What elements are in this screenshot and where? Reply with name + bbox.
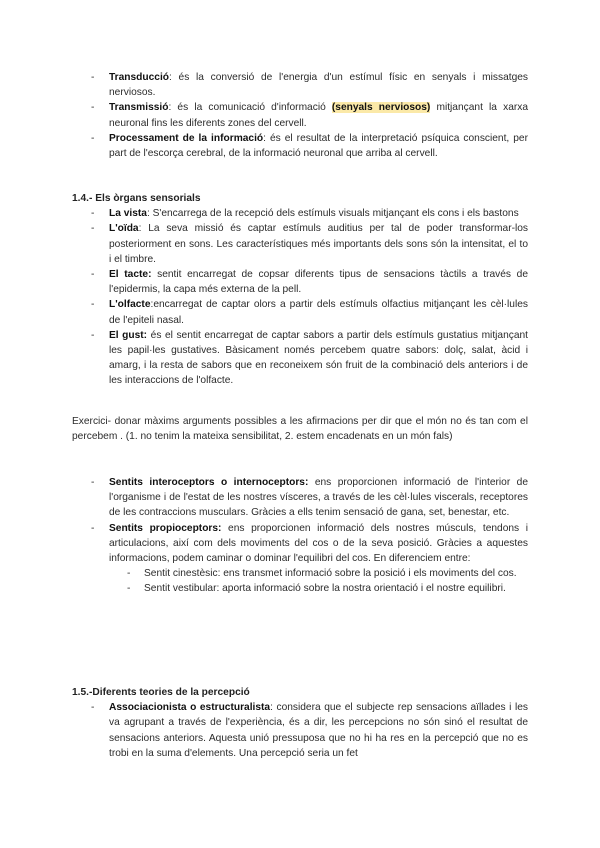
section-heading: 1.4.- Els òrgans sensorials	[72, 193, 201, 204]
exercise	[0, 414, 600, 444]
term: El tacte:	[109, 269, 152, 281]
term: L'olfacte	[109, 299, 151, 311]
bullet-dash: -	[91, 702, 95, 714]
sub-list-item	[0, 566, 600, 581]
list-item	[0, 221, 600, 267]
list-item	[0, 70, 600, 100]
list-item	[0, 700, 600, 761]
list-item	[0, 206, 600, 221]
bullet-dash: -	[127, 568, 131, 580]
definition: ens proporcionen informació dels nostres músculs, tendons i articulacions, així com dels moviments del cos o de la seva posició. Gràcies a aquestes informacions, podem caminar o dominar l'equilibri del cos. En diferenciem entre:	[109, 522, 528, 565]
bullet-dash: -	[91, 132, 95, 144]
term: Sentits propioceptors:	[109, 522, 222, 534]
bullet-dash: -	[91, 208, 95, 220]
section-heading: 1.5.-Diferents teories de la percepció	[72, 687, 250, 698]
list-item	[0, 267, 600, 297]
bullet-dash: -	[91, 72, 95, 83]
term: El gust:	[109, 329, 148, 341]
term: Transmissió	[109, 102, 169, 114]
term: Transducció	[109, 72, 170, 83]
bullet-dash: -	[91, 477, 95, 488]
sub-list-item	[0, 581, 600, 596]
list-item	[0, 328, 600, 389]
section-senses	[0, 475, 600, 597]
bullet-dash: -	[127, 583, 131, 595]
definition: és el sentit encarregat de captar sabors a partir dels estímuls gustatius mitjançant les papil·les gustatives. Bàsicament només percebem quatre sabors: dolç, salat, àcid i amarg, i la resta de sabors que en reconeixem són fruit de la combinació dels anteriors i de les interaccions de l'olfacte.	[109, 329, 528, 387]
term: La vista	[109, 208, 147, 220]
list-item	[0, 131, 600, 161]
exercise-paragraph: Exercici- donar màxims arguments possibles a les afirmacions per dir que el món no és tan com el percebem . (1. no tenim la mateixa sensibilitat, 2. estem encadenats en un món fals)	[72, 416, 528, 443]
bullet-dash: -	[91, 329, 95, 341]
definition: : és la comunicació d'informació	[168, 102, 332, 114]
definition: ens proporcionen informació de l'interior de l'organisme i de l'estat de les nostres vísceres, a través de les cèl·lules viscerals, receptores de les contraccions musculars. Gràcies a ells tenim sensació de gana, set, benestar, etc.	[109, 477, 528, 519]
section-theories	[0, 685, 600, 761]
sub-definition: Sentit cinestèsic: ens transmet informació sobre la posició i els moviments del cos.	[144, 568, 517, 580]
definition: :encarregat de captar olors a partir dels estímuls olfactius mitjançant les cèl·lules de l'epiteli nasal.	[109, 299, 528, 326]
definition: sentit encarregat de copsar diferents tipus de sensacions tàctils a través de l'epidermis, la capa més externa de la pell.	[109, 269, 528, 296]
sub-definition: Sentit vestibular: aporta informació sobre la nostra orientació i el nostre equilibri.	[144, 583, 506, 595]
list-item	[0, 521, 600, 567]
definition: : és el resultat de la interpretació psíquica conscient, per part de l'escorça cerebral, de la informació neuronal que arriba al cervell.	[109, 132, 528, 160]
list-perception-process	[0, 70, 600, 161]
term: Associacionista o estructuralista	[109, 702, 271, 714]
bullet-dash: -	[91, 522, 95, 534]
definition: : és la conversió de l'energia d'un estímul físic en senyals i missatges nerviosos.	[109, 72, 528, 99]
term: Sentits interoceptors o internoceptors:	[109, 477, 309, 488]
list-item	[0, 100, 600, 130]
bullet-dash: -	[91, 223, 95, 235]
highlighted-text: (senyals nerviosos)	[331, 102, 431, 114]
definition: : considera que el subjecte rep sensacions aïllades i les va agrupant a través de l'experiència, és a dir, les percepcions no són sinó el resultat de sensacions anteriors. Aquesta unió pressuposa que no hi ha res en la percepció que no es trobi en la suma d'elements. Una percepció seria un fet	[109, 702, 528, 759]
bullet-dash: -	[91, 299, 95, 311]
section-organs	[0, 191, 600, 389]
term: Processament de la informació	[109, 132, 264, 144]
list-item	[0, 475, 600, 521]
definition-continued: mitjançant la xarxa neuronal fins les diferents zones del cervell.	[109, 102, 529, 129]
definition: : S'encarrega de la recepció dels estímuls visuals mitjançant els cons i els bastons	[146, 208, 519, 220]
bullet-dash: -	[91, 269, 95, 281]
list-item	[0, 297, 600, 327]
term: L'oïda	[109, 223, 139, 235]
definition: : La seva missió és captar estímuls auditius per tal de poder transformar-los posteriorment en sons. Les característiques més importants dels sons són la intensitat, el to i el timbre.	[109, 223, 528, 265]
bullet-dash: -	[91, 102, 95, 114]
